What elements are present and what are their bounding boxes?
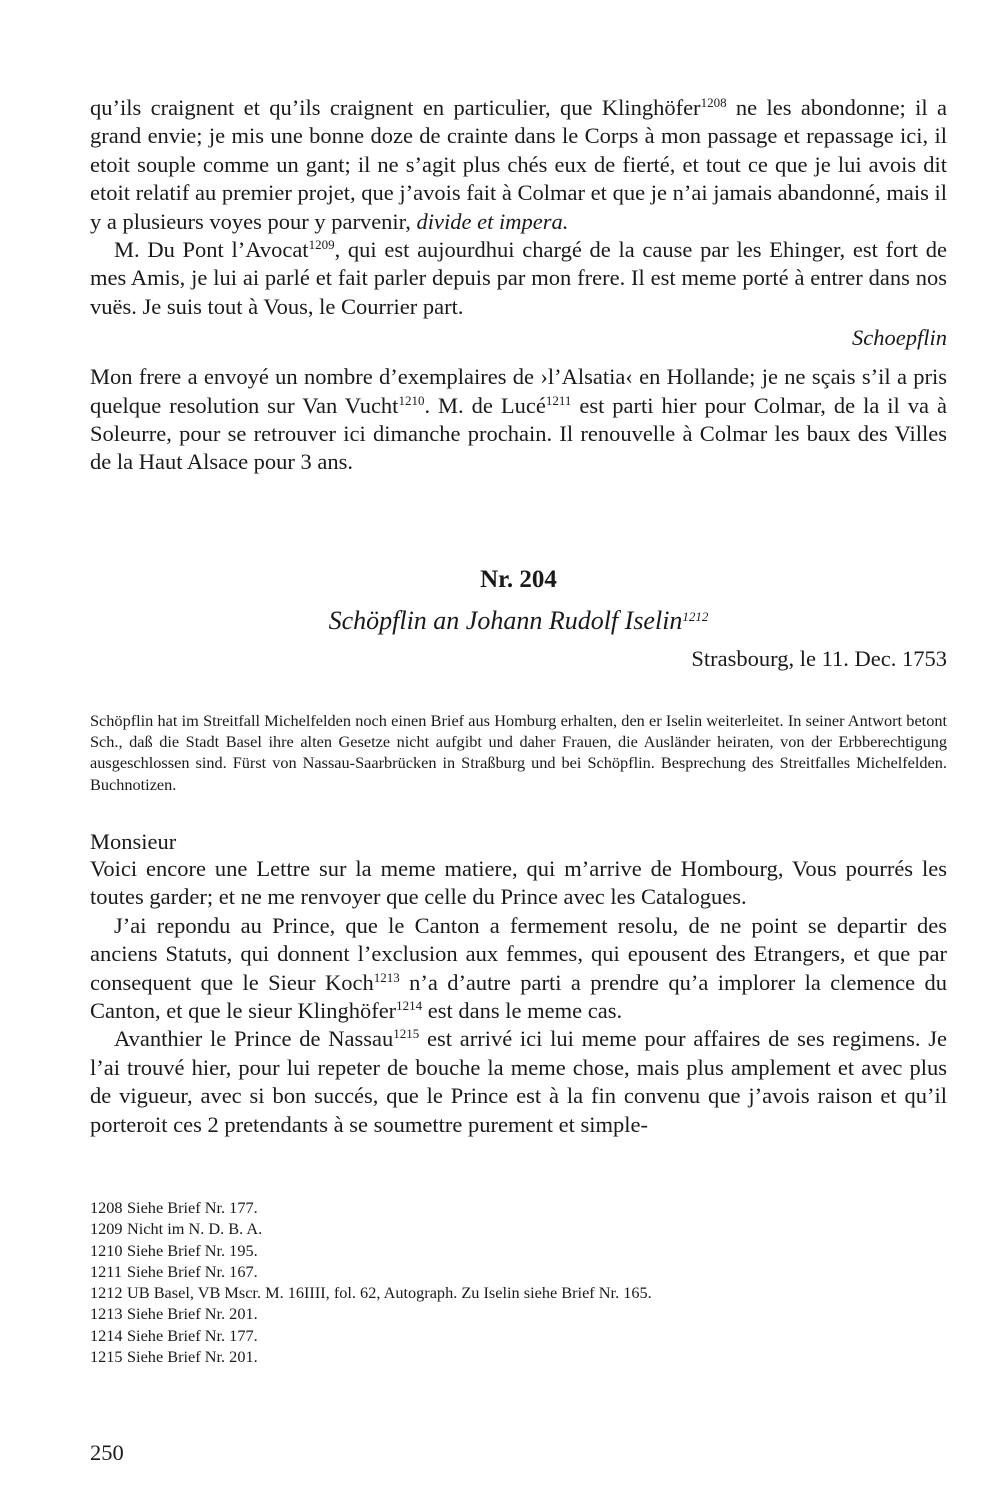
paragraph: J’ai repondu au Prince, que le Canton a fermement resolu, de ne point se departir des anciens Statuts, qui donnent l’exclusion aux femmes, qui epousent des Etrangers, et que par consequent que le Sieur Koch$^{1213}$ n’a d’autre parti a prendre qu’a implorer la clemence du Canton, et que le sieur Klinghöfer$^{1214}$ est dans le meme cas. — [90, 912, 948, 1024]
letter-header — [90, 566, 947, 672]
letter-number: Nr. 204 — [480, 566, 557, 593]
postscript: Mon frere a envoyé un nombre d’exemplaires de ›l’Alsatia‹ en Hollande; je ne sçais s’il a pris quelque resolution sur Van Vucht$^{1210}$. M. de Lucé$^{1211}$ est parti hier pour Colmar, de la il va à Soleurre, pour se retrouver ici dimanche prochain. Il renouvelle à Colmar les baux des Villes de la Haut Alsace pour 3 ans. — [90, 364, 947, 475]
paragraph: Voici encore une Lettre sur la meme matiere, qui m’arrive de Hombourg, Vous pourrés les toutes garder; et ne me renvoyer que celle du Prince avec les Catalogues. — [90, 856, 947, 910]
dateline: Strasbourg, le 11. Dec. 1753 — [691, 646, 947, 671]
paragraph: Avanthier le Prince de Nassau$^{1215}$ est arrivé ici lui meme pour affaires de ses regimens. Je l’ai trouvé hier, pour lui repeter de bouche la meme chose, mais plus amplement et avec plus de vigueur, avec si bon succés, que le Prince est à la fin convenu que j’avois raison et qu’il porteroit ces 2 pretendants à se soumettre purement et simple- — [90, 1026, 947, 1137]
footnote: 1210 Siehe Brief Nr. 195. — [90, 1240, 258, 1260]
footnote-ref[interactable]: 1209 — [308, 237, 335, 253]
footnote-ref[interactable]: 1213 — [373, 969, 400, 985]
page-number: 250 — [90, 1440, 124, 1465]
footnote: 1211 Siehe Brief Nr. 167. — [90, 1261, 258, 1281]
paragraph: qu’ils craignent et qu’ils craignent en particulier, que Klinghöfer$^{1208}$ ne les abondonne; il a grand envie; je mis une bonne doze de crainte dans le Corps à mon passage et repassage ici, il etoit souple comme un gant; il ne s’agit plus chés eux de fierté, et tout ce que je lui avois dit etoit relatif au premier projet, que j’avois fait à Colmar et que je n’ai jamais abandonné, mais il y a plusieurs voyes pour y parvenir, divide et impera. — [90, 95, 947, 234]
summary-text: Schöpflin hat im Streitfall Michelfelden noch einen Brief aus Homburg erhalten, den er Iselin weiterleitet. In seiner Antwort betont Sch., daß die Stadt Basel ihre alten Gesetze nicht aufgibt und daher Frauen, die Ausländer heiraten, von der Erbberechtigung ausgeschlossen sind. Fürst von Nassau-Saarbrücken in Straßburg und bei Schöpflin. Besprechung des Streitfalles Michelfelden. Buchnotizen. — [90, 711, 947, 794]
footnote: 1214 Siehe Brief Nr. 177. — [90, 1325, 258, 1345]
paragraph: M. Du Pont l’Avocat$^{1209}$, qui est aujourdhui chargé de la cause par les Ehinger, est fort de mes Amis, je lui ai parlé et fait parler depuis par mon frere. Il est meme porté à entrer dans nos vuës. Je suis tout à Vous, le Courrier part. — [90, 237, 947, 319]
letter-body — [90, 829, 947, 1139]
footnote-ref[interactable]: 1215 — [393, 1026, 420, 1042]
salutation: Monsieur — [90, 829, 177, 854]
letter-summary — [90, 710, 947, 795]
footnote-ref[interactable]: 1214 — [396, 998, 423, 1014]
footnote-ref[interactable]: 1210 — [398, 392, 425, 408]
footnote: 1208 Siehe Brief Nr. 177. — [90, 1198, 258, 1217]
footnote-ref[interactable]: 1212 — [682, 609, 709, 624]
signature: Schoepflin — [852, 325, 947, 351]
footnote-ref[interactable]: 1208 — [700, 95, 727, 110]
footnote: 1209 Nicht im N. D. B. A. — [90, 1219, 263, 1239]
footnotes — [90, 1197, 947, 1367]
footnote: 1215 Siehe Brief Nr. 201. — [90, 1347, 258, 1367]
footnote: 1213 Siehe Brief Nr. 201. — [90, 1304, 258, 1324]
letter-title: Schöpflin an Johann Rudolf Iselin$^{1212}$ — [328, 606, 709, 635]
previous-letter-continuation — [90, 94, 947, 477]
footnote: 1212 UB Basel, VB Mscr. M. 16IIII, fol. 62, Autograph. Zu Iselin siehe Brief Nr. 165. — [90, 1283, 652, 1303]
footnote-ref[interactable]: 1211 — [545, 392, 572, 408]
